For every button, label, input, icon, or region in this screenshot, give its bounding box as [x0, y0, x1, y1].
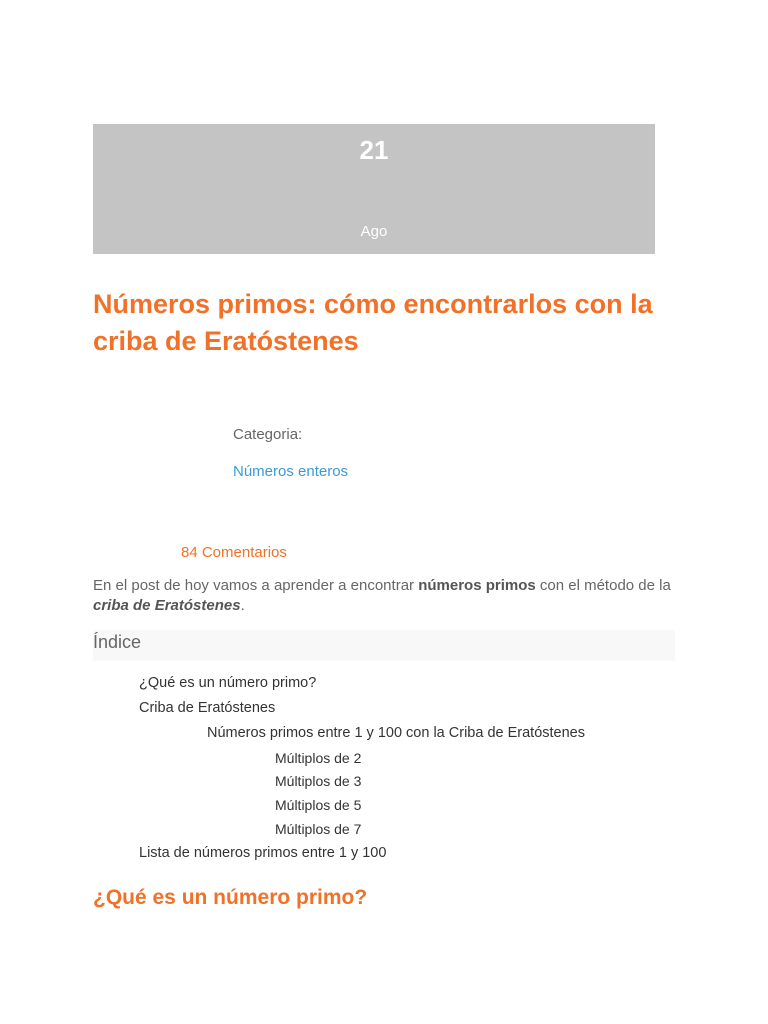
comments-link[interactable]: 84 Comentarios: [181, 544, 287, 561]
post-date-month: Ago: [360, 223, 388, 240]
toc-item-multiplos-3[interactable]: Múltiplos de 3: [275, 773, 362, 789]
section-heading-que-es-primo: ¿Qué es un número primo?: [93, 886, 368, 909]
toc-item-multiplos-5[interactable]: Múltiplos de 5: [275, 797, 362, 813]
intro-bold-sieve: criba de Eratóstenes: [93, 597, 241, 614]
toc-item-primos-1-100-criba[interactable]: Números primos entre 1 y 100 con la Criba de Eratóstenes: [207, 725, 585, 741]
category-link[interactable]: Números enteros: [233, 463, 349, 480]
toc-item-criba[interactable]: Criba de Eratóstenes: [139, 700, 276, 716]
post-date-day: 21: [359, 135, 389, 165]
intro-text-1: En el post de hoy vamos a aprender a encontrar: [93, 577, 419, 594]
intro-text-2: con el método de la: [535, 577, 671, 594]
toc-item-que-es-primo[interactable]: ¿Qué es un número primo?: [139, 675, 317, 691]
post-date-box: [93, 124, 655, 254]
category-label: Categoria:: [233, 426, 303, 443]
post-intro: [93, 576, 683, 616]
toc-item-multiplos-2[interactable]: Múltiplos de 2: [275, 750, 362, 766]
toc-item-multiplos-7[interactable]: Múltiplos de 7: [275, 821, 362, 837]
toc-header: [93, 630, 675, 661]
toc-item-lista-primos[interactable]: Lista de números primos entre 1 y 100: [139, 845, 387, 861]
intro-text-3: .: [240, 597, 245, 614]
toc-title: Índice: [93, 632, 142, 652]
intro-bold-primes: números primos: [418, 577, 536, 594]
post-title: Números primos: cómo encontrarlos con la criba de Eratóstenes: [93, 289, 653, 356]
